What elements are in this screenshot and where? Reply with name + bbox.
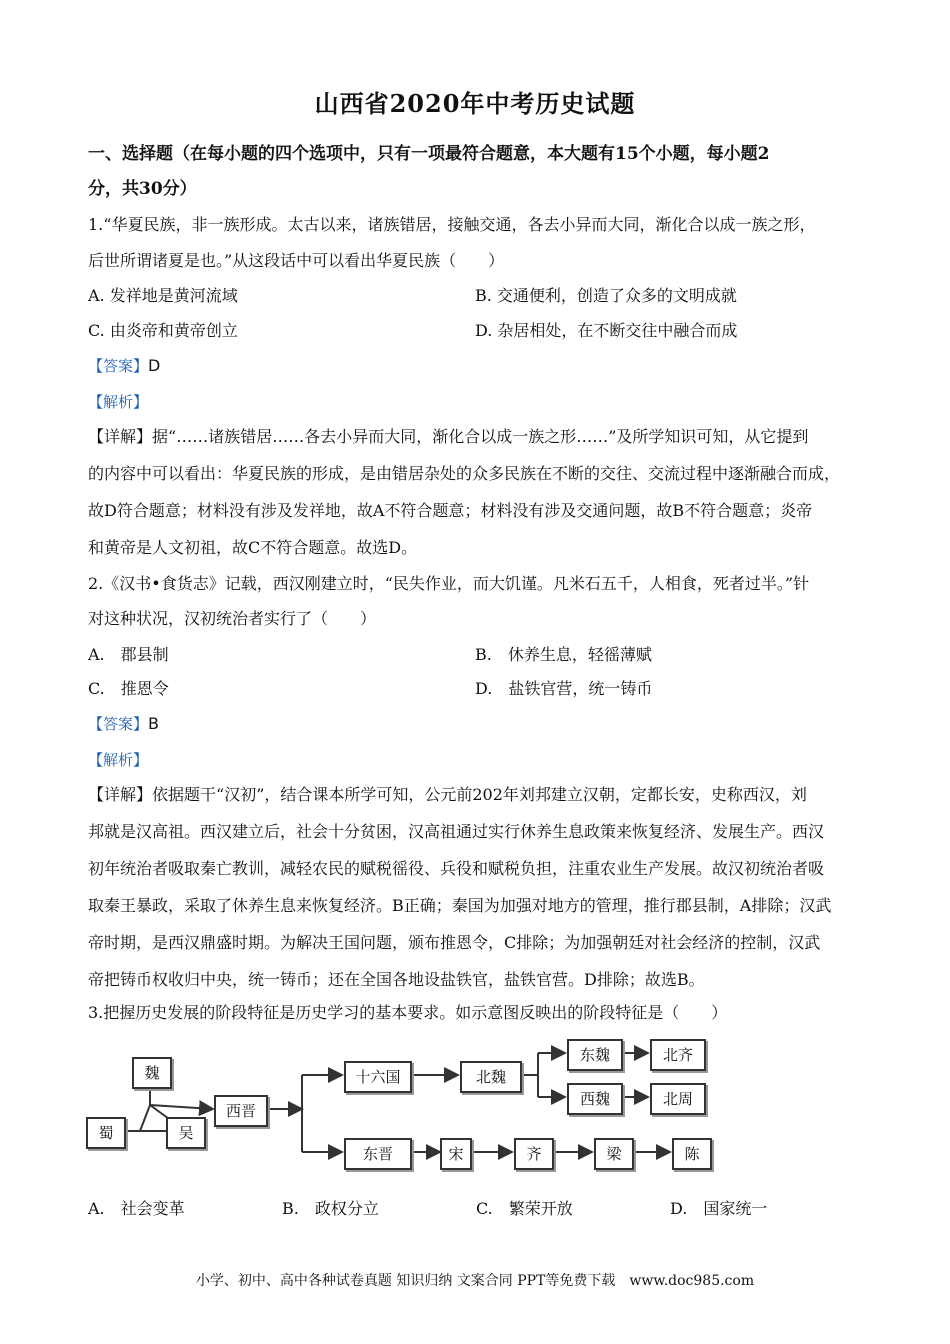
q1-detail-line4: 和黄帝是人文初祖，故C不符合题意。故选D。 bbox=[88, 538, 418, 557]
page-title: 山西省2020年中考历史试题 bbox=[314, 89, 636, 118]
answer-value: B bbox=[148, 714, 159, 733]
detail-tag: 【详解】 bbox=[88, 785, 153, 804]
node-xijin: 西晋 bbox=[214, 1095, 268, 1127]
q2-answer bbox=[88, 712, 868, 736]
q1-detail-line2: 的内容中可以看出：华夏民族的形成，是由错居杂处的众多民族在不断的交往、交流过程中逐渐融合而成， bbox=[88, 464, 841, 483]
section-heading-line1: 一、选择题（在每小题的四个选项中，只有一项最符合题意，本大题有15个小题，每小题2 bbox=[88, 144, 770, 164]
q1-option-c: C. 由炎帝和黄帝创立 bbox=[88, 321, 238, 340]
q2-detail-line1 bbox=[88, 783, 868, 807]
q1-option-b: B. 交通便利，创造了众多的文明成就 bbox=[475, 286, 737, 305]
q1-option-d: D. 杂居相处，在不断交往中融合而成 bbox=[475, 321, 738, 340]
connector-line bbox=[140, 1105, 150, 1131]
q1-stem-line1: 1.“华夏民族，非一族形成。太古以来，诸族错居，接触交通，各去小异而大同，渐化合以成一族之形， bbox=[88, 215, 816, 234]
q2-analysis-tag bbox=[88, 748, 868, 772]
q2-detail-line5: 帝时期，是西汉鼎盛时期。为解决王国问题，颁布推恩令，C排除；为加强朝廷对社会经济的控制，汉武 bbox=[88, 933, 821, 952]
q2-option-b: B. 休养生息，轻徭薄赋 bbox=[475, 645, 652, 664]
node-beizhou: 北周 bbox=[650, 1083, 706, 1115]
node-wei: 魏 bbox=[132, 1057, 172, 1089]
q3-option-d: D. 国家统一 bbox=[670, 1199, 768, 1218]
node-liang: 梁 bbox=[594, 1138, 634, 1170]
q2-option-a: A. 郡县制 bbox=[88, 645, 169, 664]
q3-option-a: A. 社会变革 bbox=[88, 1199, 185, 1218]
analysis-tag: 【解析】 bbox=[88, 393, 149, 411]
answer-value: D bbox=[148, 356, 161, 375]
connector-line bbox=[150, 1105, 213, 1109]
node-dongwei: 东魏 bbox=[567, 1039, 623, 1071]
page-footer: 小学、初中、高中各种试卷真题 知识归纳 文案合同 PPT等免费下载 www.doc985.com bbox=[195, 1273, 755, 1289]
analysis-tag: 【解析】 bbox=[88, 751, 149, 769]
node-beiqi: 北齐 bbox=[650, 1039, 706, 1071]
q3-option-c: C. 繁荣开放 bbox=[476, 1199, 573, 1218]
q3-stem: 3.把握历史发展的阶段特征是历史学习的基本要求。如示意图反映出的阶段特征是（ ） bbox=[88, 1003, 728, 1022]
q2-detail-line6: 帝把铸币权收归中央，统一铸币；还在全国各地设盐铁官，盐铁官营。D排除；故选B。 bbox=[88, 970, 705, 989]
answer-tag: 【答案】 bbox=[88, 715, 149, 733]
detail-text: 据“……诸族错居……各去小异而大同，渐化合以成一族之形……”及所学知识可知，从它提到 bbox=[152, 427, 809, 446]
q1-answer bbox=[88, 354, 868, 378]
node-beiwei: 北魏 bbox=[460, 1061, 522, 1093]
q1-option-a: A. 发祥地是黄河流域 bbox=[88, 286, 238, 305]
detail-tag: 【详解】 bbox=[88, 427, 153, 446]
q1-stem-line2: 后世所谓诸夏是也。”从这段话中可以看出华夏民族（ ） bbox=[88, 251, 505, 270]
q2-stem-line1: 2.《汉书•食货志》记载，西汉刚建立时，“民失作业，而大饥谨。凡米石五千，人相食，死者过半。”针 bbox=[88, 574, 810, 593]
q1-detail-line1 bbox=[88, 425, 868, 449]
q3-option-b: B. 政权分立 bbox=[282, 1199, 379, 1218]
node-song: 宋 bbox=[440, 1138, 472, 1170]
detail-text: 依据题干“汉初”，结合课本所学可知，公元前202年刘邦建立汉朝，定都长安，史称西汉，刘 bbox=[152, 785, 807, 804]
dynasty-diagram bbox=[80, 1035, 720, 1175]
node-chen: 陈 bbox=[672, 1138, 712, 1170]
q2-option-d: D. 盐铁官营，统一铸币 bbox=[475, 679, 653, 698]
node-wu: 吴 bbox=[166, 1117, 206, 1149]
q1-detail-line3: 故D符合题意；材料没有涉及发祥地，故A不符合题意；材料没有涉及交通问题，故B不符合题意；炎帝 bbox=[88, 501, 813, 520]
q2-detail-line3: 初年统治者吸取秦亡教训，减轻农民的赋税徭役、兵役和赋税负担，注重农业生产发展。故汉初统治者吸 bbox=[88, 859, 825, 878]
node-shu: 蜀 bbox=[86, 1117, 126, 1149]
q2-stem-line2: 对这种状况，汉初统治者实行了（ ） bbox=[88, 609, 377, 628]
node-qi: 齐 bbox=[514, 1138, 554, 1170]
q2-detail-line2: 邦就是汉高祖。西汉建立后，社会十分贫困，汉高祖通过实行休养生息政策来恢复经济、发展生产。西汉 bbox=[88, 822, 825, 841]
q1-analysis-tag bbox=[88, 390, 868, 414]
section-heading-line2: 分，共30分） bbox=[88, 179, 197, 199]
node-xiwei: 西魏 bbox=[567, 1083, 623, 1115]
node-dongjin: 东晋 bbox=[344, 1138, 412, 1170]
q2-option-c: C. 推恩令 bbox=[88, 679, 169, 698]
node-shiliuguo: 十六国 bbox=[344, 1061, 412, 1093]
q2-detail-line4: 取秦王暴政，采取了休养生息来恢复经济。B正确；秦国为加强对地方的管理，推行郡县制，A排除；汉武 bbox=[88, 896, 832, 915]
answer-tag: 【答案】 bbox=[88, 357, 149, 375]
